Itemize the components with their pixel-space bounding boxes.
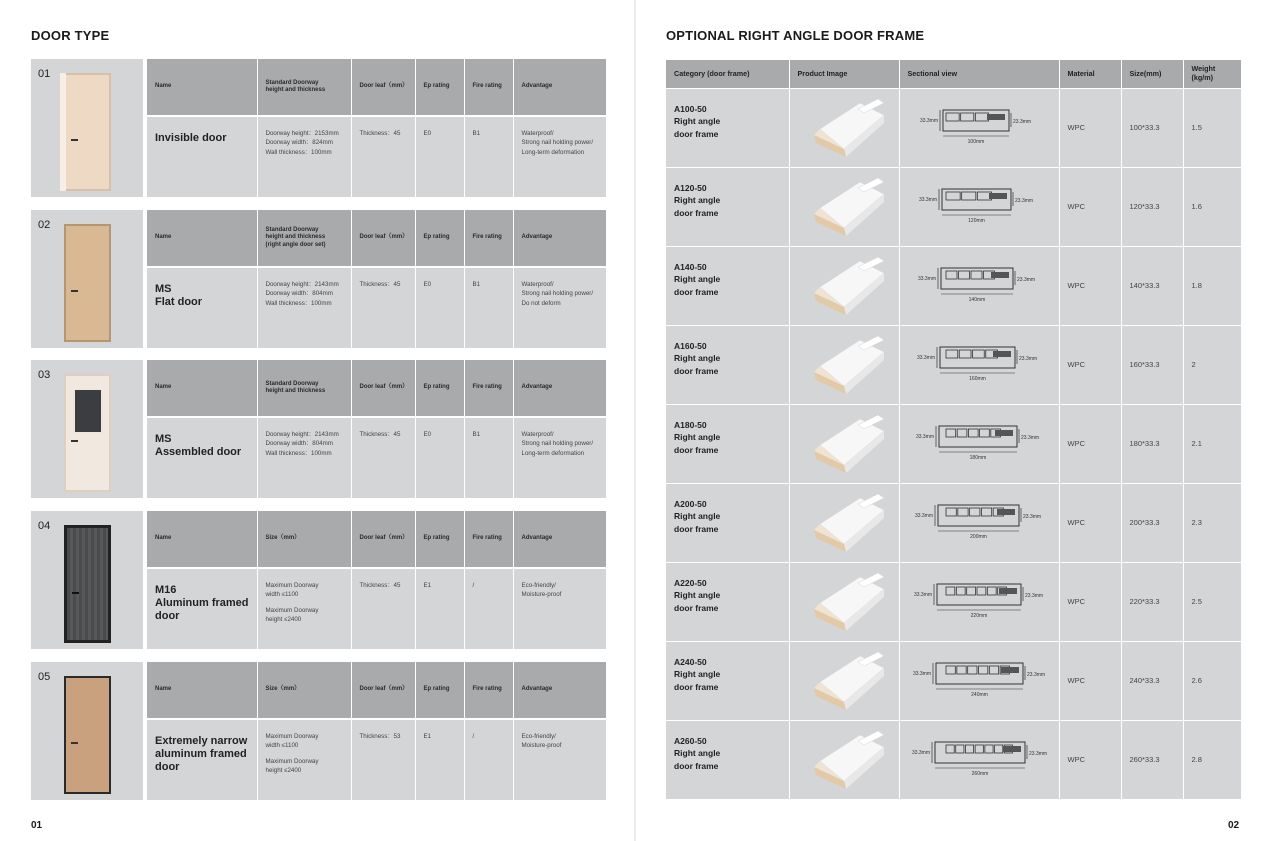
door-ep-rating: E0 <box>415 116 464 197</box>
sectional-profile-diagram <box>908 101 1058 156</box>
page-number-right: 02 <box>1228 820 1240 831</box>
table-header-row <box>666 60 1241 88</box>
door-image-cell <box>31 511 143 649</box>
door-spec-header-row <box>147 511 606 568</box>
header-weight: Weight (kg/m) <box>1183 60 1241 88</box>
header-size: Size(mm) <box>1121 60 1183 88</box>
frame-product-icon <box>810 573 884 631</box>
door-name: MS Assembled door <box>147 417 257 498</box>
frame-material: WPC <box>1059 483 1121 562</box>
door-spec-header: Size（mm） <box>257 662 351 719</box>
door-ep-rating: E0 <box>415 417 464 498</box>
frame-product-image <box>789 167 899 246</box>
left-page <box>0 0 634 841</box>
dim-left-label: 33.3mm <box>915 433 934 440</box>
door-name: M16 Aluminum framed door <box>147 568 257 649</box>
door-spec-header: Name <box>147 59 257 116</box>
door-spec-row <box>147 417 606 498</box>
size-text: Maximum Doorway height ≤2400 <box>265 757 319 774</box>
door-fire-rating: B1 <box>464 417 513 498</box>
frame-category: A200-50 Right angle door frame <box>666 483 789 562</box>
door-image <box>64 676 111 794</box>
frame-material: WPC <box>1059 404 1121 483</box>
door-frame-table <box>666 60 1241 800</box>
door-image-cell <box>31 210 143 348</box>
door-spec-table <box>147 360 606 498</box>
dim-left-label: 33.3mm <box>917 275 936 282</box>
size-text: Doorway height：2153mm Doorway width：824mm Wall thickness：100mm <box>265 130 339 156</box>
frame-weight: 1.8 <box>1183 246 1241 325</box>
frame-material: WPC <box>1059 246 1121 325</box>
door-image <box>64 224 111 342</box>
frame-category: A140-50 Right angle door frame <box>666 246 789 325</box>
door-handle-icon <box>71 742 78 744</box>
table-row <box>666 720 1241 799</box>
door-spec-header-row <box>147 59 606 116</box>
door-advantage: Eco-friendly/ Moisture-proof <box>513 568 606 649</box>
dim-left-label: 33.3mm <box>919 117 938 124</box>
dim-left-label: 33.3mm <box>914 512 933 519</box>
door-spec-row <box>147 116 606 197</box>
door-spec-header-row <box>147 662 606 719</box>
frame-size: 160*33.3 <box>1121 325 1183 404</box>
header-sectional-view: Sectional view <box>899 60 1059 88</box>
door-type-block <box>31 360 606 498</box>
frame-product-icon <box>810 99 884 157</box>
door-frame-edge <box>60 73 66 191</box>
frame-weight: 2.6 <box>1183 641 1241 720</box>
sectional-profile-diagram <box>908 733 1058 788</box>
size-text: Doorway height：2143mm Doorway width：804mm Wall thickness：100mm <box>265 431 339 457</box>
frame-product-image <box>789 246 899 325</box>
frame-category: A220-50 Right angle door frame <box>666 562 789 641</box>
frame-size: 180*33.3 <box>1121 404 1183 483</box>
dim-right-label: 23.3mm <box>1024 592 1043 599</box>
dim-left-label: 33.3mm <box>911 749 930 756</box>
door-spec-header: Ep rating <box>415 662 464 719</box>
door-handle-icon <box>72 592 79 594</box>
dim-right-label: 23.3mm <box>1018 355 1037 362</box>
door-advantage: Eco-friendly/ Moisture-proof <box>513 719 606 800</box>
door-spec-header: Name <box>147 662 257 719</box>
door-spec-header: Advantage <box>513 511 606 568</box>
frame-weight: 1.5 <box>1183 88 1241 167</box>
door-number: 01 <box>38 68 51 80</box>
door-number: 03 <box>38 369 51 381</box>
frame-material: WPC <box>1059 88 1121 167</box>
door-spec-header-row <box>147 210 606 267</box>
frame-material: WPC <box>1059 167 1121 246</box>
size-text: Maximum Doorway height ≤2400 <box>265 606 319 623</box>
frame-sectional-view <box>899 88 1059 167</box>
door-glass-panel <box>73 388 103 434</box>
door-type-title: DOOR TYPE <box>31 28 110 43</box>
door-size <box>257 568 351 649</box>
frame-category: A160-50 Right angle door frame <box>666 325 789 404</box>
frame-product-icon <box>810 415 884 473</box>
table-row <box>666 641 1241 720</box>
frame-sectional-view <box>899 483 1059 562</box>
dim-right-label: 23.3mm <box>1012 118 1031 125</box>
door-spec-header: Fire rating <box>464 360 513 417</box>
door-spec-header: Door leaf（mm） <box>351 210 415 267</box>
door-spec-header: Size（mm） <box>257 511 351 568</box>
door-spec-header: Ep rating <box>415 360 464 417</box>
door-spec-header: Ep rating <box>415 511 464 568</box>
dim-right-label: 23.3mm <box>1026 671 1045 678</box>
frame-product-icon <box>810 494 884 552</box>
frame-product-image <box>789 404 899 483</box>
door-size <box>257 417 351 498</box>
door-image-cell <box>31 662 143 800</box>
dim-right-label: 23.3mm <box>1016 276 1035 283</box>
sectional-profile-diagram <box>908 338 1058 393</box>
width-label: 120mm <box>967 217 985 224</box>
frame-product-image <box>789 562 899 641</box>
frame-weight: 2.5 <box>1183 562 1241 641</box>
table-row <box>666 325 1241 404</box>
door-image <box>64 525 111 643</box>
sectional-profile-diagram <box>908 496 1058 551</box>
door-type-block <box>31 511 606 649</box>
door-leaf: Thickness：53 <box>351 719 415 800</box>
door-fire-rating: / <box>464 568 513 649</box>
dim-right-label: 23.3mm <box>1020 434 1039 441</box>
size-text: Maximum Doorway width ≤1100 <box>265 733 319 750</box>
door-advantage: Waterproof/ Strong nail holding power/ Long-term deformation <box>513 417 606 498</box>
frame-product-icon <box>810 652 884 710</box>
door-type-block <box>31 59 606 197</box>
frame-product-image <box>789 483 899 562</box>
width-label: 240mm <box>970 691 988 698</box>
header-material: Material <box>1059 60 1121 88</box>
header-category: Category (door frame) <box>666 60 789 88</box>
frame-weight: 1.6 <box>1183 167 1241 246</box>
door-size <box>257 116 351 197</box>
frame-sectional-view <box>899 641 1059 720</box>
door-advantage: Waterproof/ Strong nail holding power/ Long-term deformation <box>513 116 606 197</box>
frame-material: WPC <box>1059 720 1121 799</box>
frame-sectional-view <box>899 404 1059 483</box>
door-spec-header: Standard Doorway height and thickness (right angle door set) <box>257 210 351 267</box>
frame-size: 260*33.3 <box>1121 720 1183 799</box>
door-spec-row <box>147 267 606 348</box>
door-spec-header: Name <box>147 511 257 568</box>
door-leaf: Thickness：45 <box>351 267 415 348</box>
width-label: 260mm <box>971 770 988 777</box>
door-fire-rating: B1 <box>464 116 513 197</box>
door-spec-header: Door leaf（mm） <box>351 662 415 719</box>
door-size <box>257 267 351 348</box>
table-row <box>666 483 1241 562</box>
frame-size: 200*33.3 <box>1121 483 1183 562</box>
table-row <box>666 167 1241 246</box>
door-frame-title: OPTIONAL RIGHT ANGLE DOOR FRAME <box>666 28 925 43</box>
door-spec-table <box>147 59 606 197</box>
door-spec-header: Standard Doorway height and thickness <box>257 59 351 116</box>
frame-material: WPC <box>1059 641 1121 720</box>
door-image-cell <box>31 360 143 498</box>
door-size <box>257 719 351 800</box>
door-spec-header: Fire rating <box>464 59 513 116</box>
door-fire-rating: B1 <box>464 267 513 348</box>
width-label: 220mm <box>970 612 987 619</box>
header-product-image: Product Image <box>789 60 899 88</box>
door-number: 04 <box>38 520 51 532</box>
frame-sectional-view <box>899 167 1059 246</box>
page-number-left: 01 <box>31 820 43 831</box>
size-text: Maximum Doorway width ≤1100 <box>265 582 319 599</box>
door-name: Invisible door <box>147 116 257 197</box>
door-spec-header: Door leaf（mm） <box>351 511 415 568</box>
frame-size: 220*33.3 <box>1121 562 1183 641</box>
door-ep-rating: E1 <box>415 719 464 800</box>
frame-product-image <box>789 641 899 720</box>
door-spec-header: Advantage <box>513 59 606 116</box>
door-spec-table <box>147 662 606 800</box>
dim-left-label: 33.3mm <box>913 591 932 598</box>
door-type-block <box>31 210 606 348</box>
frame-category: A240-50 Right angle door frame <box>666 641 789 720</box>
table-row <box>666 246 1241 325</box>
frame-size: 100*33.3 <box>1121 88 1183 167</box>
sectional-profile-diagram <box>908 259 1058 314</box>
door-spec-header: Ep rating <box>415 210 464 267</box>
dim-left-label: 33.3mm <box>916 354 935 361</box>
table-row <box>666 562 1241 641</box>
frame-size: 120*33.3 <box>1121 167 1183 246</box>
dim-right-label: 23.3mm <box>1022 513 1041 520</box>
frame-size: 140*33.3 <box>1121 246 1183 325</box>
frame-product-icon <box>810 178 884 236</box>
door-spec-row <box>147 719 606 800</box>
size-text: Doorway height：2143mm Doorway width：804mm Wall thickness：100mm <box>265 281 339 307</box>
frame-product-image <box>789 88 899 167</box>
door-spec-header: Fire rating <box>464 662 513 719</box>
door-spec-header: Fire rating <box>464 210 513 267</box>
width-label: 100mm <box>967 138 984 145</box>
frame-category: A260-50 Right angle door frame <box>666 720 789 799</box>
frame-sectional-view <box>899 562 1059 641</box>
door-image <box>64 374 111 492</box>
dim-left-label: 33.3mm <box>918 196 937 203</box>
door-number: 05 <box>38 671 51 683</box>
door-name: Extremely narrow aluminum framed door <box>147 719 257 800</box>
sectional-profile-diagram <box>908 180 1058 235</box>
frame-material: WPC <box>1059 325 1121 404</box>
frame-weight: 2.1 <box>1183 404 1241 483</box>
door-leaf: Thickness：45 <box>351 417 415 498</box>
door-spec-header: Advantage <box>513 210 606 267</box>
door-spec-header: Door leaf（mm） <box>351 360 415 417</box>
door-spec-header: Standard Doorway height and thickness <box>257 360 351 417</box>
frame-sectional-view <box>899 720 1059 799</box>
width-label: 200mm <box>969 533 987 540</box>
frame-weight: 2 <box>1183 325 1241 404</box>
width-label: 140mm <box>968 296 985 303</box>
door-spec-header: Name <box>147 210 257 267</box>
frame-sectional-view <box>899 246 1059 325</box>
dim-right-label: 23.3mm <box>1014 197 1033 204</box>
door-name: MS Flat door <box>147 267 257 348</box>
dim-left-label: 33.3mm <box>912 670 931 677</box>
door-spec-header: Advantage <box>513 360 606 417</box>
frame-category: A120-50 Right angle door frame <box>666 167 789 246</box>
door-spec-row <box>147 568 606 649</box>
door-handle-icon <box>71 290 78 292</box>
sectional-profile-diagram <box>908 654 1058 709</box>
door-number: 02 <box>38 219 51 231</box>
door-leaf: Thickness：45 <box>351 568 415 649</box>
door-spec-header: Advantage <box>513 662 606 719</box>
door-image <box>64 73 111 191</box>
frame-product-image <box>789 325 899 404</box>
frame-category: A180-50 Right angle door frame <box>666 404 789 483</box>
dim-right-label: 23.3mm <box>1028 750 1047 757</box>
table-row <box>666 404 1241 483</box>
right-page <box>636 0 1269 841</box>
table-row <box>666 88 1241 167</box>
frame-product-icon <box>810 257 884 315</box>
frame-product-icon <box>810 336 884 394</box>
frame-category: A100-50 Right angle door frame <box>666 88 789 167</box>
door-ep-rating: E0 <box>415 267 464 348</box>
sectional-profile-diagram <box>908 417 1058 472</box>
frame-size: 240*33.3 <box>1121 641 1183 720</box>
door-image-cell <box>31 59 143 197</box>
frame-product-image <box>789 720 899 799</box>
door-handle-icon <box>71 139 78 141</box>
door-spec-header: Name <box>147 360 257 417</box>
door-type-block <box>31 662 606 800</box>
door-spec-header: Door leaf（mm） <box>351 59 415 116</box>
width-label: 160mm <box>968 375 986 382</box>
frame-weight: 2.8 <box>1183 720 1241 799</box>
door-fire-rating: / <box>464 719 513 800</box>
door-leaf: Thickness：45 <box>351 116 415 197</box>
frame-weight: 2.3 <box>1183 483 1241 562</box>
door-handle-icon <box>71 440 78 442</box>
door-spec-table <box>147 210 606 348</box>
door-spec-table <box>147 511 606 649</box>
frame-sectional-view <box>899 325 1059 404</box>
sectional-profile-diagram <box>908 575 1058 630</box>
door-spec-header-row <box>147 360 606 417</box>
door-advantage: Waterproof/ Strong nail holding power/ Do not deform <box>513 267 606 348</box>
door-spec-header: Ep rating <box>415 59 464 116</box>
door-ep-rating: E1 <box>415 568 464 649</box>
frame-material: WPC <box>1059 562 1121 641</box>
frame-product-icon <box>810 731 884 789</box>
width-label: 180mm <box>969 454 986 461</box>
door-spec-header: Fire rating <box>464 511 513 568</box>
